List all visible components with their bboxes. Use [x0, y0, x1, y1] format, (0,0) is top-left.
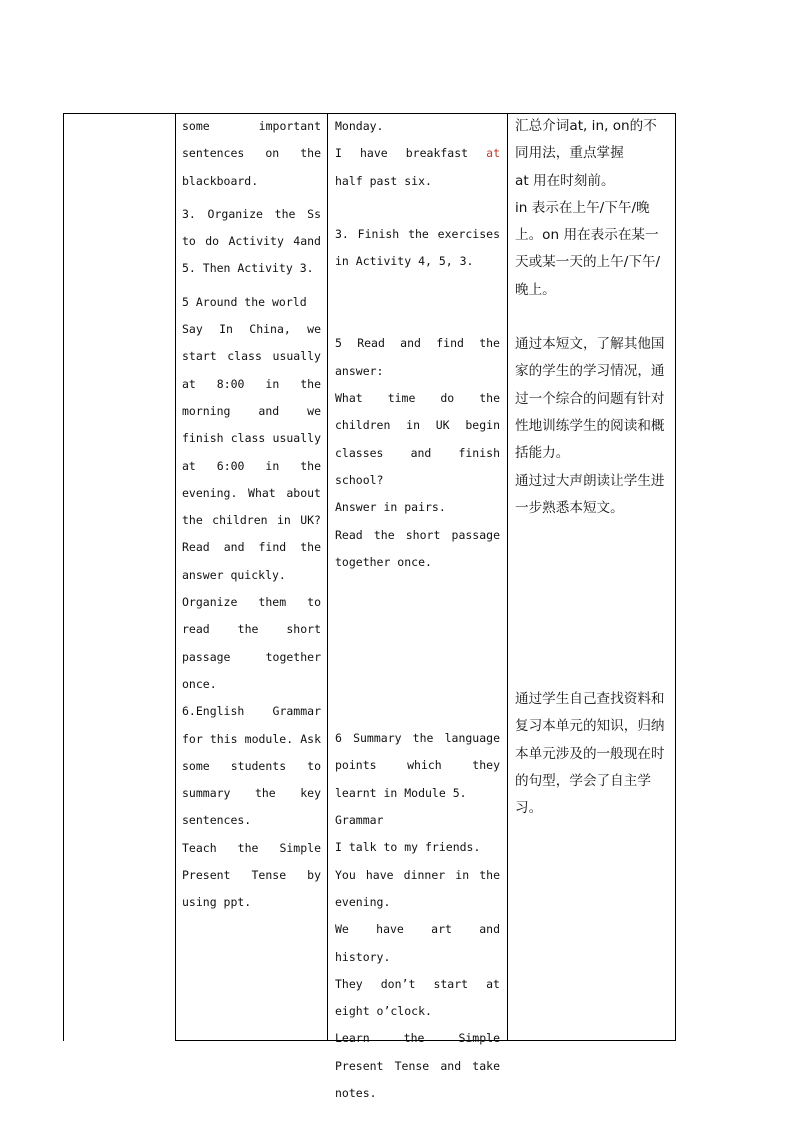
- purpose-paragraph: at 用在时刻前。: [515, 172, 615, 189]
- purpose-paragraph: 汇总介词at, in, on的不同用法，重点掌握: [515, 118, 657, 162]
- purpose-paragraph: 通过本短文，了解其他国家的学生的学习情况，通过一个综合的问题有针对性地训练学生的阅读和概括能力。: [515, 336, 665, 462]
- student-paragraph: We have art and history.: [335, 922, 500, 964]
- teacher-paragraph: Say In China, we start class usually at 8:00 in the morning and we finish class usually at 6:00 in the evening. What about the children in UK? Read and find the answer quickly.: [182, 322, 321, 582]
- student-paragraph: Learn the Simple Present Tense and take notes.: [335, 1031, 500, 1101]
- student-paragraph: You have dinner in the evening.: [335, 867, 500, 909]
- student-paragraph: 3. Finish the exercises in Activity 4, 5, 3.: [335, 226, 500, 269]
- teacher-paragraph: 3. Organize the Ss to do Activity 4and 5. Then Activity 3.: [182, 206, 321, 276]
- student-paragraph: They don’t start at eight o’clock.: [335, 976, 500, 1019]
- teacher-paragraph: 6.English Grammar for this module. Ask some students to summary the key sentences.: [182, 704, 321, 828]
- teacher-paragraph: Organize them to read the short passage together once.: [182, 595, 321, 691]
- student-paragraph: 5 Read and find the answer:: [335, 336, 500, 378]
- teacher-paragraph: Teach the Simple Present Tense by using ppt.: [182, 840, 321, 910]
- purpose-paragraph: 通过学生自己查找资料和复习本单元的知识，归纳本单元涉及的一般现在时的句型，学会了自主学习。: [515, 691, 665, 817]
- student-text: I have breakfast: [335, 146, 487, 161]
- design-purpose-column: [508, 113, 675, 823]
- student-paragraph: What time do the children in UK begin classes and finish school?: [335, 391, 500, 487]
- student-paragraph: [335, 140, 500, 195]
- highlighted-preposition: at: [486, 146, 500, 161]
- student-paragraph: 6 Summary the language points which they learnt in Module 5.: [335, 731, 500, 800]
- student-paragraph: I talk to my friends.: [335, 840, 481, 855]
- teacher-heading: 5 Around the world: [182, 294, 307, 309]
- student-paragraph: Answer in pairs.: [335, 500, 446, 515]
- purpose-paragraph: in 表示在上午/下午/晚上。on 用在表示在某一天或某一天的上午/下午/晚上。: [515, 199, 661, 298]
- student-heading: Grammar: [335, 813, 384, 828]
- student-activity-column: [328, 113, 507, 1107]
- teacher-activity-column: [176, 113, 327, 917]
- student-text: half past six.: [335, 173, 432, 188]
- student-paragraph: Monday.: [335, 119, 384, 133]
- column-divider-1: [63, 113, 64, 1041]
- teacher-paragraph: some important sentences on the blackboard.: [182, 119, 321, 188]
- purpose-paragraph: 通过过大声朗读让学生进一步熟悉本短文。: [515, 472, 665, 516]
- column-divider-5: [675, 113, 676, 1041]
- student-paragraph: Read the short passage together once.: [335, 527, 500, 569]
